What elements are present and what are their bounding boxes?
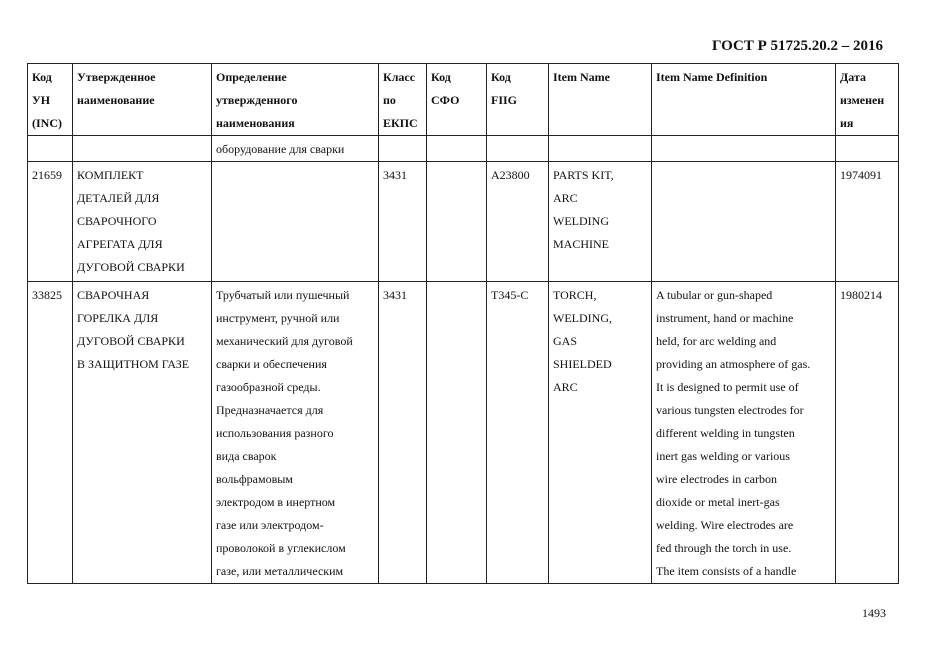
cell-fiig: T345-C (487, 282, 549, 584)
header-approved-name: Утвержденное наименование (73, 64, 212, 136)
table-row (28, 136, 899, 162)
cell-definition (212, 162, 379, 282)
table-header-row (28, 64, 899, 136)
cell-inc: 21659 (28, 162, 73, 282)
cell-item-name: TORCH, WELDING, GAS SHIELDED ARC (549, 282, 652, 584)
standard-header: ГОСТ Р 51725.20.2 – 2016 (712, 38, 884, 54)
header-ekps: Класс по ЕКПС (379, 64, 427, 136)
cell-date (836, 136, 899, 162)
catalog-table (27, 63, 899, 584)
cell-name (73, 136, 212, 162)
cell-fiig (487, 136, 549, 162)
cell-ekps: 3431 (379, 282, 427, 584)
cell-sfo (427, 162, 487, 282)
cell-date: 1980214 (836, 282, 899, 584)
cell-ekps: 3431 (379, 162, 427, 282)
header-inc: Код УН (INC) (28, 64, 73, 136)
header-date: Дата изменен ия (836, 64, 899, 136)
cell-fiig: A23800 (487, 162, 549, 282)
cell-ekps (379, 136, 427, 162)
cell-sfo (427, 282, 487, 584)
page-number: 1493 (862, 606, 886, 620)
header-item-name: Item Name (549, 64, 652, 136)
table-row (28, 162, 899, 282)
cell-definition: Трубчатый или пушечный инструмент, ручной или механический для дуговой сварки и обеспечения газообразной среды. Предназначается для использования разного вида сварок вольфрамовым электродом в инертном газе или электродом- проволокой в углекислом газе, или металлическим (212, 282, 379, 584)
cell-inc (28, 136, 73, 162)
cell-item-name (549, 136, 652, 162)
table-row (28, 282, 899, 584)
header-item-name-definition: Item Name Definition (652, 64, 836, 136)
cell-name: КОМПЛЕКТ ДЕТАЛЕЙ ДЛЯ СВАРОЧНОГО АГРЕГАТА ДЛЯ ДУГОВОЙ СВАРКИ (73, 162, 212, 282)
cell-definition: оборудование для сварки (212, 136, 379, 162)
cell-item-def: A tubular or gun-shaped instrument, hand or machine held, for arc welding and providing an atmosphere of gas. It is designed to permit use of various tungsten electrodes for different welding in tungsten inert gas welding or various wire electrodes in carbon dioxide or metal inert-gas welding. Wire electrodes are fed through the torch in use. The item consists of a handle (652, 282, 836, 584)
cell-item-def (652, 162, 836, 282)
cell-inc: 33825 (28, 282, 73, 584)
cell-date: 1974091 (836, 162, 899, 282)
cell-name: СВАРОЧНАЯ ГОРЕЛКА ДЛЯ ДУГОВОЙ СВАРКИ В ЗАЩИТНОМ ГАЗЕ (73, 282, 212, 584)
header-sfo: Код СФО (427, 64, 487, 136)
cell-sfo (427, 136, 487, 162)
header-fiig: Код FIIG (487, 64, 549, 136)
cell-item-name: PARTS KIT, ARC WELDING MACHINE (549, 162, 652, 282)
cell-item-def (652, 136, 836, 162)
header-definition: Определение утвержденного наименования (212, 64, 379, 136)
